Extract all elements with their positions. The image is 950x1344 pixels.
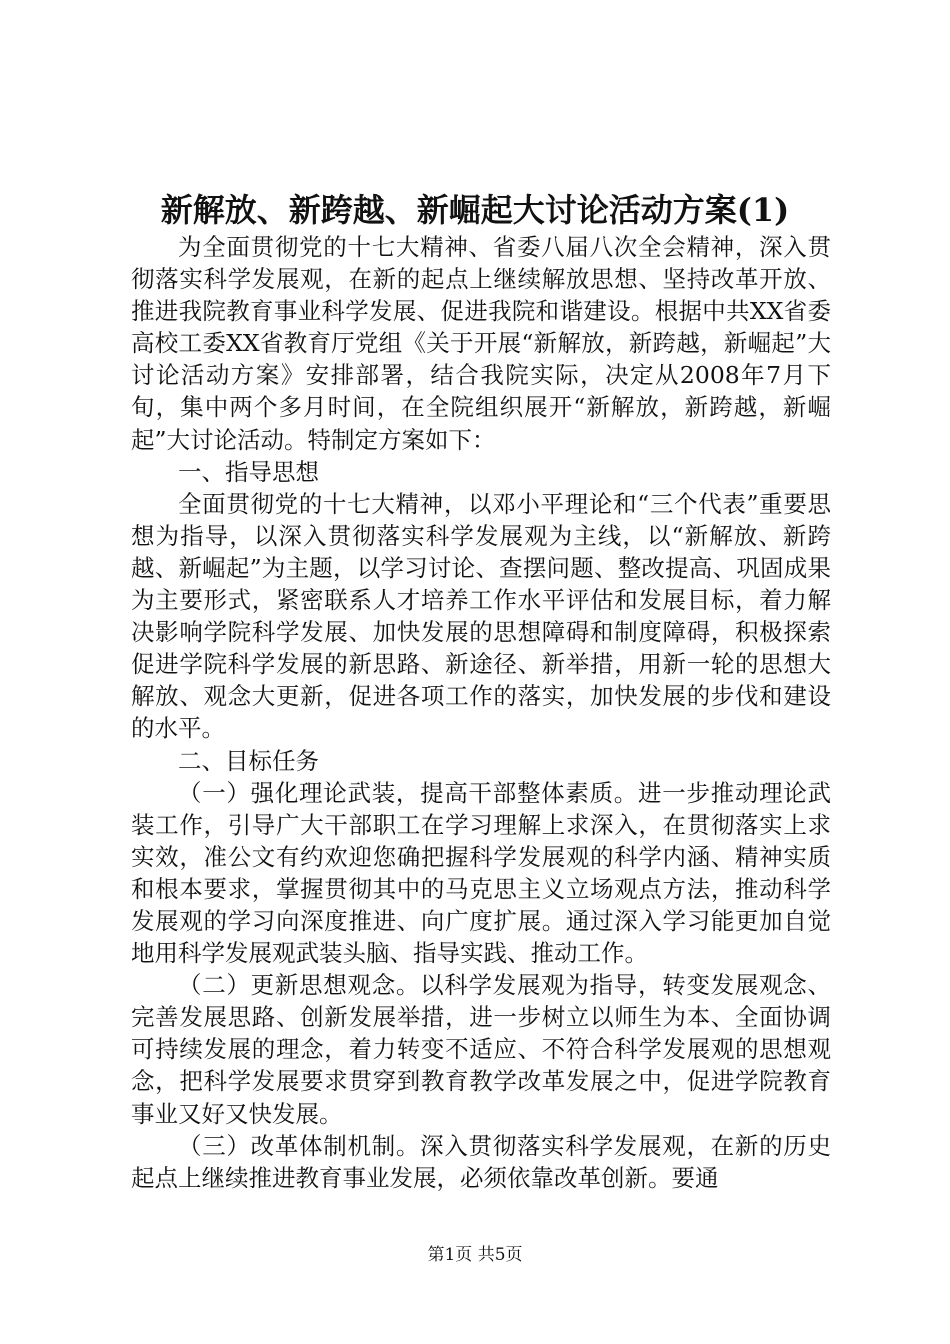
page-footer: 第1页 共5页 — [427, 1245, 523, 1265]
goal-item-2-paragraph: （二）更新思想观念。以科学发展观为指导，转变发展观念、完善发展思路、创新发展举措，进一步树立以师生为本、全面协调可持续发展的理念，着力转变不适应、不符合科学发展观的思想观念，把科学发展要求贯穿到教育教学改革发展之中，促进学院教育事业又好又快发展。 — [131, 971, 831, 1128]
goal-item-3-paragraph: （三）改革体制机制。深入贯彻落实科学发展观，在新的历史起点上继续推进教育事业发展，必须依靠改革创新。要通 — [131, 1131, 831, 1192]
document-body — [131, 231, 831, 1194]
document-title: 新解放、新跨越、新崛起大讨论活动方案(1) — [160, 191, 790, 229]
goal-item-1-paragraph: （一）强化理论武装，提高干部整体素质。进一步推动理论武装工作，引导广大干部职工在学习理解上求深入，在贯彻落实上求实效，准公文有约欢迎您确把握科学发展观的科学内涵、精神实质和根本要求，掌握贯彻其中的马克思主义立场观点方法，推动科学发展观的学习向深度推进、向广度扩展。通过深入学习能更加自觉地用科学发展观武装头脑、指导实践、推动工作。 — [131, 778, 831, 968]
intro-paragraph: 为全面贯彻党的十七大精神、省委八届八次全会精神，深入贯彻落实科学发展观，在新的起点上继续解放思想、坚持改革开放、推进我院教育事业科学发展、促进我院和谐建设。根据中共XX省委高校工委XX省教育厅党组《关于开展“新解放，新跨越，新崛起”大讨论活动方案》安排部署，结合我院实际，决定从2008年7月下旬，集中两个多月时间，在全院组织展开“新解放，新跨越，新崛起”大讨论活动。特制定方案如下： — [131, 233, 831, 454]
section-heading-goals-tasks: 二、目标任务 — [178, 746, 319, 775]
section-heading-guiding-ideology: 一、指导思想 — [178, 457, 319, 486]
guiding-ideology-paragraph: 全面贯彻党的十七大精神，以邓小平理论和“三个代表”重要思想为指导，以深入贯彻落实科学发展观为主线，以“新解放、新跨越、新崛起”为主题，以学习讨论、查摆问题、整改提高、巩固成果为主要形式，紧密联系人才培养工作水平评估和发展目标，着力解决影响学院科学发展、加快发展的思想障碍和制度障碍，积极探索促进学院科学发展的新思路、新途径、新举措，用新一轮的思想大解放、观念大更新，促进各项工作的落实，加快发展的步伐和建设的水平。 — [131, 489, 831, 743]
